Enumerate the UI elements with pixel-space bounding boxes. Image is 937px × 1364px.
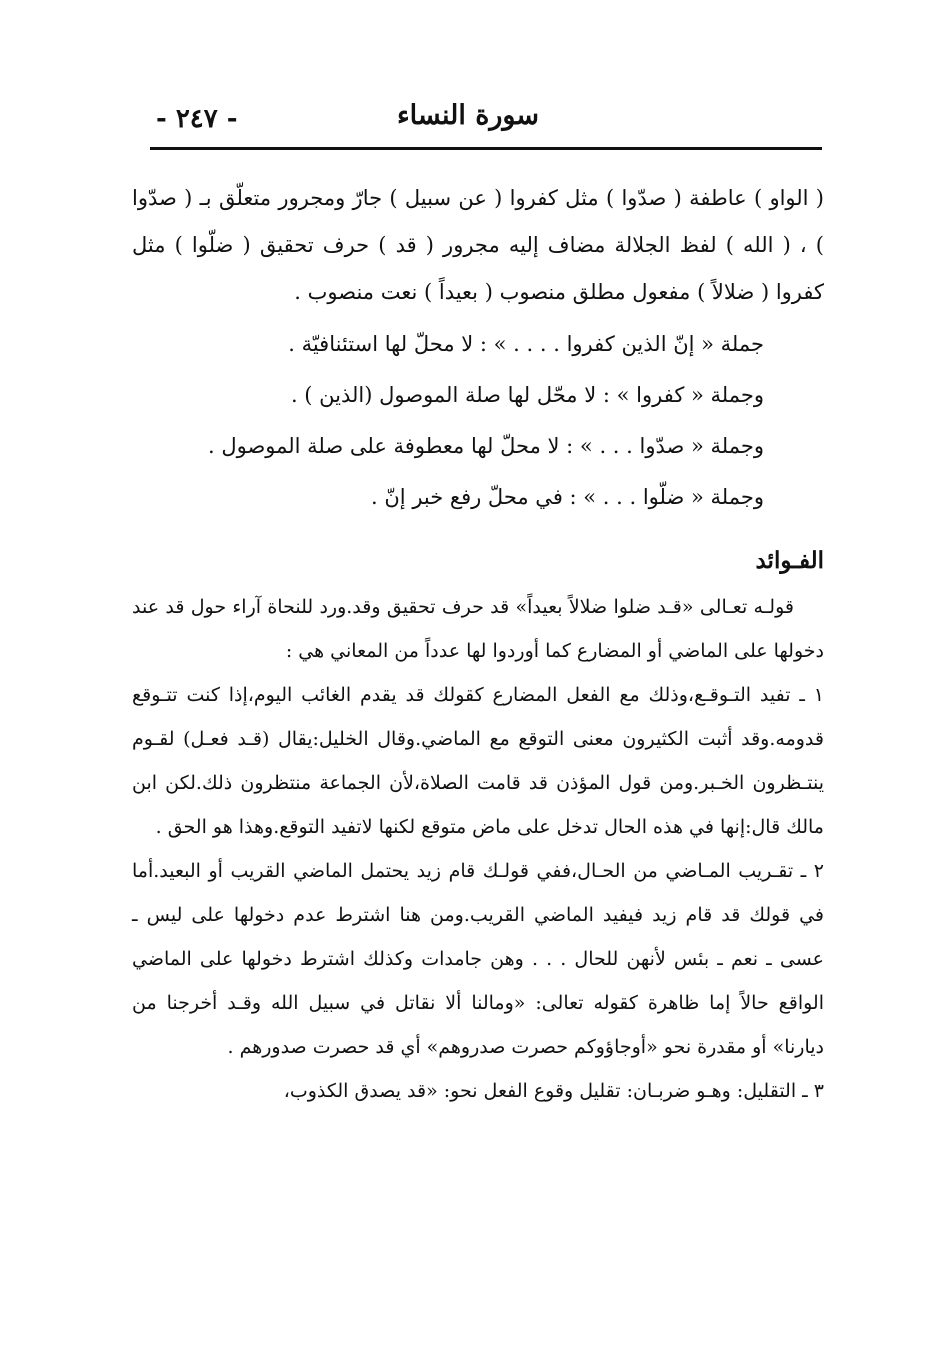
benefit-item-1: ١ ـ تفيد التـوقـع،وذلك مع الفعل المضارع كقولك قد يقدم الغائب اليوم،إذا كنت تتـوقع قدومه.وقد أثبت الكثيرون معنى التوقع مع الماضي.وقال الخليل:يقال (قـد فعـل) لقـوم ينتـظرون الخـبر.ومن قول المؤذن قد قامت الصلاة،لأن الجماعة منتظرون ذلك.لكن ابن مالك قال:إنها في هذه الحال تدخل على ماض متوقع لكنها لاتفيد التوقع.وهذا هو الحق . xyxy=(132,684,825,838)
benefit-item-3: ٣ ـ التقليل: وهـو ضربـان: تقليل وقوع الفعل نحو: «قد يصدق الكذوب، xyxy=(283,1080,824,1102)
irab-paragraph: ( الواو ) عاطفة ( صدّوا ) مثل كفروا ( عن سبيل ) جارّ ومجرور متعلّق بـ ( صدّوا ) ، ( الله ) لفظ الجلالة مضاف إليه مجرور ( قد ) حرف تحقيق ( ضلّوا ) مثل كفروا ( ضلالاً ) مفعول مطلق منصوب ( بعيداً ) نعت منصوب . xyxy=(132,186,824,304)
surah-title: سورة النساء xyxy=(396,100,539,131)
benefits-heading: الفـوائد xyxy=(755,547,824,574)
benefits-intro: قولـه تعـالى «قـد ضلوا ضلالاً بعيداً» قد حرف تحقيق وقد.ورد للنحاة آراء حول قد عند دخولها على الماضي أو المضارع كما أوردوا لها عدداً من المعاني هي : xyxy=(132,596,824,662)
header-rule xyxy=(150,147,822,150)
sentence-analysis xyxy=(132,319,824,523)
page-body xyxy=(132,175,824,1113)
benefit-item-2: ٢ ـ تقـريب المـاضي من الحـال،ففي قولـك قام زيد يحتمل الماضي القريب أو البعيد.أما في قولك قد قام زيد فيفيد الماضي القريب.ومن هنا اشترط عدم دخولها على ليس ـ عسى ـ نعم ـ بئس لأنهن للحال . . . وهن جامدات وكذلك اشترط دخولها على الماضي الواقع حالاً إما ظاهرة كقوله تعالى: «ومالنا ألا نقاتل في سبيل الله وقـد أخرجنا من ديارنا» أو مقدرة نحو «أوجاؤوكم حصرت صدروهم» أي قد حصرت صدورهم . xyxy=(132,860,824,1058)
sentence-row: وجملة « كفروا » : لا محّل لها صلة الموصول (الذين ) . xyxy=(290,383,764,407)
sentence-row: وجملة « صدّوا . . . » : لا محلّ لها معطوفة على صلة الموصول . xyxy=(207,434,764,458)
page-header xyxy=(150,92,822,150)
sentence-row: وجملة « ضلّوا . . . » : في محلّ رفع خبر إنّ . xyxy=(371,485,764,509)
page-number: - ٢٤٧ - xyxy=(156,104,238,134)
sentence-row: جملة « إنّ الذين كفروا . . . . » : لا محلّ لها استئنافيّة . xyxy=(288,332,764,356)
